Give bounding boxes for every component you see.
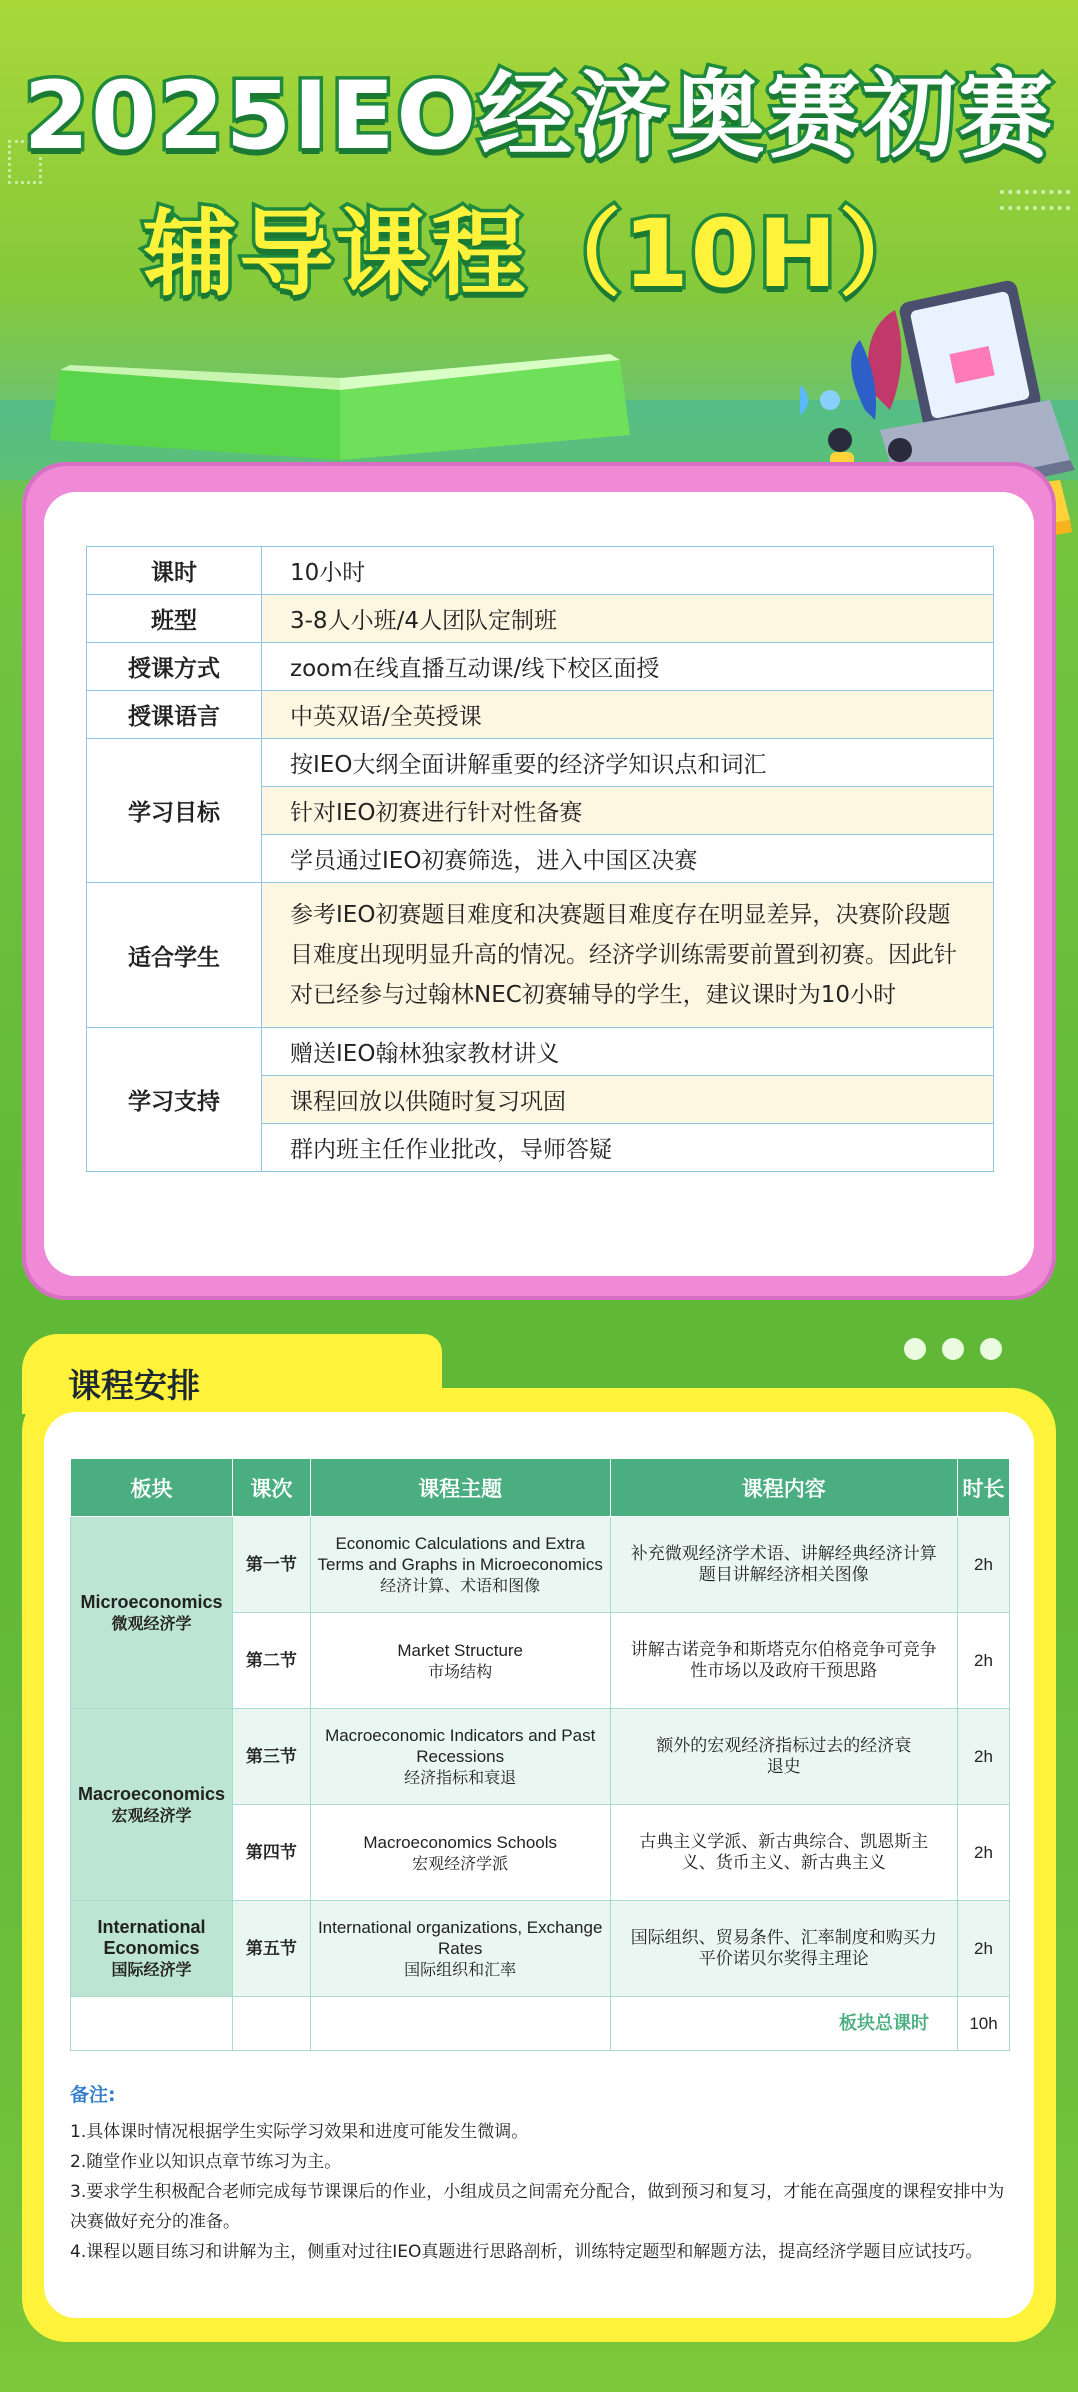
session-cell: 第五节: [232, 1901, 310, 1997]
content-cell: 国际组织、贸易条件、汇率制度和购买力平价诺贝尔奖得主理论: [610, 1901, 958, 1997]
session-cell: 第三节: [232, 1709, 310, 1805]
table-total-row: [71, 1997, 1010, 2051]
info-value: 10小时: [262, 547, 994, 595]
info-value: 学员通过IEO初赛筛选，进入中国区决赛: [262, 835, 994, 883]
page-title-line2: 辅导课程（10H）: [143, 200, 935, 309]
info-value: 参考IEO初赛题目难度和决赛题目难度存在明显差异，决赛阶段题目难度出现明显升高的情况。经济学训练需要前置到初赛。因此针对已经参与过翰林NEC初赛辅导的学生，建议课时为10小时: [262, 883, 994, 1028]
info-label: 学习支持: [87, 1028, 262, 1172]
note-item: 3.要求学生积极配合老师完成每节课课后的作业，小组成员之间需充分配合，做到预习和复习，才能在高强度的课程安排中为决赛做好充分的准备。: [70, 2182, 1005, 2232]
total-label: 板块总课时: [610, 1997, 958, 2051]
schedule-header-row: [71, 1459, 1010, 1517]
content-cell: 讲解古诺竞争和斯塔克尔伯格竞争可竞争性市场以及政府干预思路: [610, 1613, 958, 1709]
block-cell: International Economics 国际经济学: [71, 1901, 233, 1997]
topic-cell: Macroeconomic Indicators and Past Recessions 经济指标和衰退: [310, 1709, 610, 1805]
header-cell: 时长: [958, 1459, 1010, 1517]
table-row: [71, 1517, 1010, 1613]
open-book-illustration: [40, 330, 640, 470]
content-cell: 补充微观经济学术语、讲解经典经济计算题目讲解经济相关图像: [610, 1517, 958, 1613]
topic-cell: International organizations, Exchange Rates 国际组织和汇率: [310, 1901, 610, 1997]
info-label: 授课方式: [87, 643, 262, 691]
note-item: 1.具体课时情况根据学生实际学习效果和进度可能发生微调。: [70, 2122, 529, 2142]
info-label: 学习目标: [87, 739, 262, 883]
content-cell: 古典主义学派、新古典综合、凯恩斯主义、货币主义、新古典主义: [610, 1805, 958, 1901]
schedule-section-title: 课程安排: [68, 1366, 200, 1405]
table-row: [71, 1709, 1010, 1805]
hours-cell: 2h: [958, 1517, 1010, 1613]
hours-cell: 2h: [958, 1901, 1010, 1997]
notes-section: [70, 2080, 1010, 2267]
topic-cell: Macroeconomics Schools 宏观经济学派: [310, 1805, 610, 1901]
info-label: 课时: [87, 547, 262, 595]
info-value: 群内班主任作业批改，导师答疑: [262, 1124, 994, 1172]
session-cell: 第四节: [232, 1805, 310, 1901]
info-row-suitable-students: [87, 883, 994, 1028]
block-cell: Microeconomics 微观经济学: [71, 1517, 233, 1709]
info-value: 3-8人小班/4人团队定制班: [262, 595, 994, 643]
topic-cell: Market Structure 市场结构: [310, 1613, 610, 1709]
info-row-language: [87, 691, 994, 739]
hours-cell: 2h: [958, 1709, 1010, 1805]
info-value: 中英双语/全英授课: [262, 691, 994, 739]
table-row: [71, 1901, 1010, 1997]
info-value: 赠送IEO翰林独家教材讲义: [262, 1028, 994, 1076]
hours-cell: 2h: [958, 1613, 1010, 1709]
schedule-table: [70, 1458, 1010, 2051]
info-label: 适合学生: [87, 883, 262, 1028]
info-value: 课程回放以供随时复习巩固: [262, 1076, 994, 1124]
header-cell: 课程主题: [310, 1459, 610, 1517]
page-title-line1: 2025IEO经济奥赛初赛: [23, 62, 1055, 171]
topic-cell: Economic Calculations and Extra Terms and Graphs in Microeconomics 经济计算、术语和图像: [310, 1517, 610, 1613]
total-value: 10h: [958, 1997, 1010, 2051]
note-item: 4.课程以题目练习和讲解为主，侧重对过往IEO真题进行思路剖析，训练特定题型和解题方法，提高经济学题目应试技巧。: [70, 2242, 983, 2262]
header-cell: 课次: [232, 1459, 310, 1517]
header-cell: 课程内容: [610, 1459, 958, 1517]
session-cell: 第二节: [232, 1613, 310, 1709]
header-cell: 板块: [71, 1459, 233, 1517]
content-cell: 额外的宏观经济指标过去的经济衰退史: [610, 1709, 958, 1805]
notes-title: 备注:: [70, 2084, 116, 2106]
hours-cell: 2h: [958, 1805, 1010, 1901]
session-cell: 第一节: [232, 1517, 310, 1613]
info-row-goals: [87, 739, 994, 787]
info-label: 班型: [87, 595, 262, 643]
note-item: 2.随堂作业以知识点章节练习为主。: [70, 2152, 342, 2172]
info-label: 授课语言: [87, 691, 262, 739]
info-row-class-type: [87, 595, 994, 643]
block-cell: Macroeconomics 宏观经济学: [71, 1709, 233, 1901]
course-info-table: [86, 546, 994, 1172]
info-value: 按IEO大纲全面讲解重要的经济学知识点和词汇: [262, 739, 994, 787]
info-row-hours: [87, 547, 994, 595]
decorative-dots: [904, 1338, 1002, 1360]
info-value: zoom在线直播互动课/线下校区面授: [262, 643, 994, 691]
info-row-teaching-mode: [87, 643, 994, 691]
info-row-support: [87, 1028, 994, 1076]
info-value: 针对IEO初赛进行针对性备赛: [262, 787, 994, 835]
